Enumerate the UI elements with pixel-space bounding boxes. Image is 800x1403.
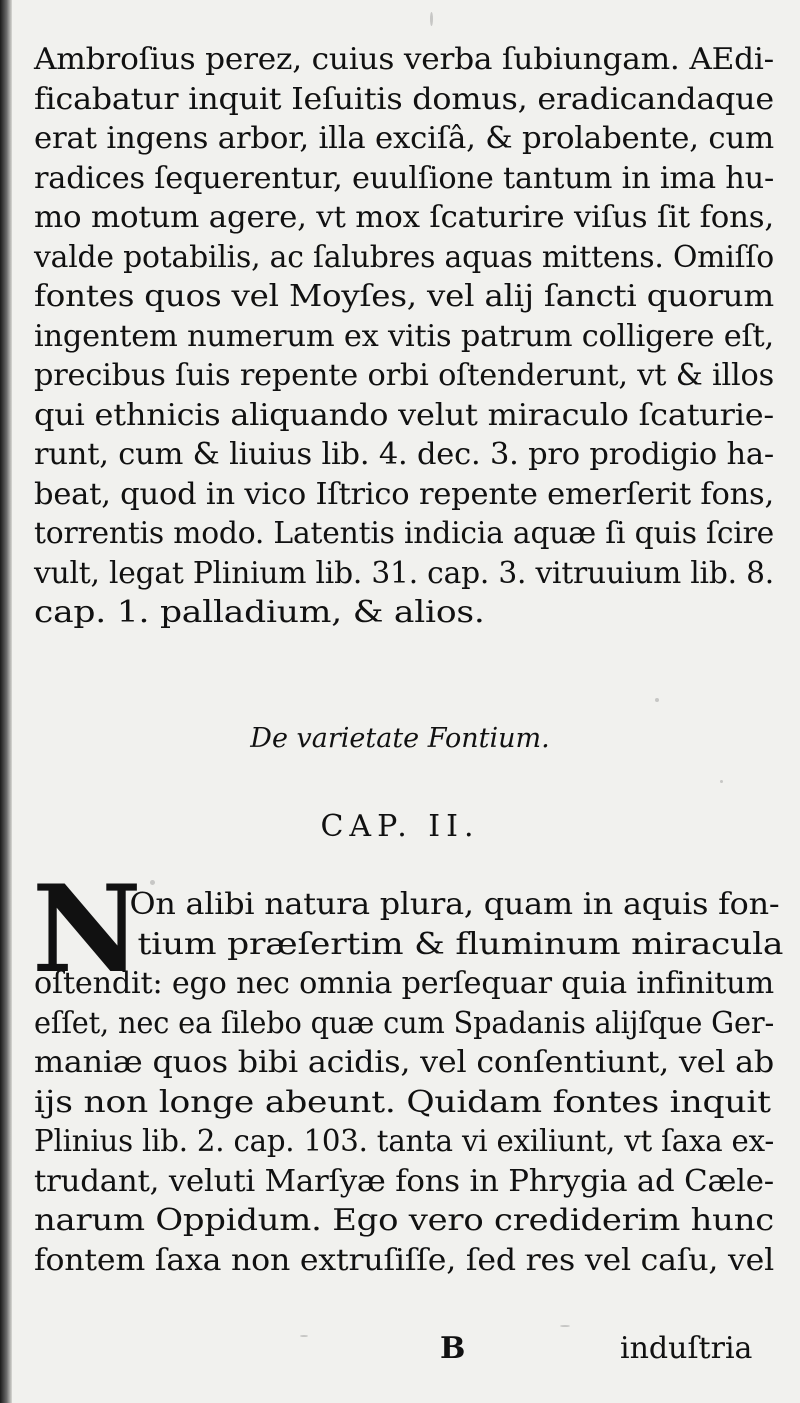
section-title: De varietate Fontium. [250,723,550,754]
text-line: maniæ quos bibi acidis, vel conſentiunt, vel ab [34,1045,774,1080]
text-line: Ambroſius perez, cuius verba ſubiungam. AEdi- [34,42,774,77]
text-line: fontes quos vel Moyſes, vel alij ſancti quorum [34,279,774,314]
text-line: oſtendit: ego nec omnia perſequar quia infinitum [34,966,774,1001]
paper-speck [300,1335,308,1337]
text-line: runt, cum & liuius lib. 4. dec. 3. pro prodigio ha- [34,437,774,472]
paper-speck [655,698,659,702]
text-line: ingentem numerum ex vitis patrum colligere eſt, [34,318,774,354]
paragraph-1 [34,40,774,633]
text-line: Plinius lib. 2. cap. 103. tanta vi exiliunt, vt ſaxa ex- [34,1124,774,1159]
text-line: eſſet, nec ea ſilebo quæ cum Spadanis alijſque Ger- [34,1005,774,1041]
catchword: induſtria [620,1331,753,1366]
paper-speck [150,880,155,885]
text-line: valde potabilis, ac ſalubres aquas mittens. Omiſſo [34,239,774,275]
chapter-heading: CAP. II. [320,809,480,844]
text-line: radices ſequerentur, euulſione tantum in ima hu- [34,160,774,196]
paper-speck [720,780,723,783]
text-line: trudant, veluti Marſyæ fons in Phrygia ad Cæle- [34,1163,775,1199]
text-line: precibus ſuis repente orbi oſtenderunt, vt & illos [34,358,774,393]
signature-mark: B [440,1331,466,1366]
text-line: torrentis modo. Latentis indicia aquæ ſi quis ſcire [34,516,774,551]
paper-speck [430,12,433,26]
text-line: tium præſertim & fluminum miracula [137,926,784,962]
text-line: On alibi natura plura, quam in aquis fon- [129,887,780,922]
text-line: fontem ſaxa non extruſiſſe, ſed res vel caſu, vel [34,1242,774,1278]
binding-shadow [0,0,12,1403]
text-line: qui ethnicis aliquando velut miraculo ſcaturie- [34,397,774,433]
paper-speck [560,1325,570,1327]
text-line: cap. 1. palladium, & alios. [34,595,485,630]
text-line: erat ingens arbor, illa exciſâ, & prolabente, cum [34,121,774,156]
paragraph-2 [34,885,784,1280]
text-line: mo motum agere, vt mox ſcaturire viſus ſit fons, [34,200,774,235]
text-line: beat, quod in vico Iſtrico repente emerſerit fons, [34,476,774,512]
text-line: ijs non longe abeunt. Quidam fontes inquit [34,1084,771,1120]
text-line: ficabatur inquit Ieſuitis domus, eradicandaque [34,81,774,117]
text-line: vult, legat Plinium lib. 31. cap. 3. vitruuium lib. 8. [34,555,774,591]
text-line: narum Oppidum. Ego vero crediderim hunc [34,1203,774,1238]
drop-cap: N [32,859,142,1000]
